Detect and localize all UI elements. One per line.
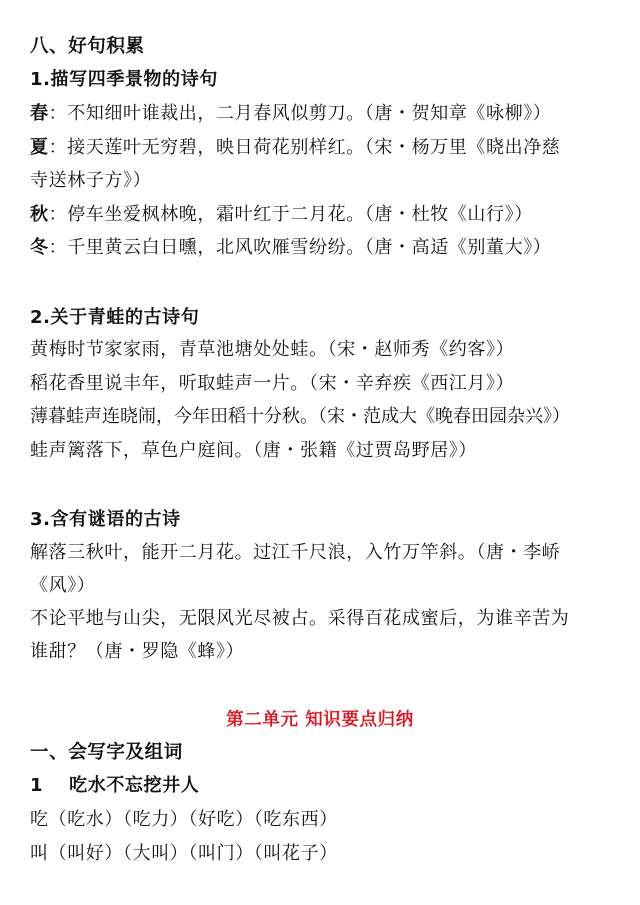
poem-line: 稻花香里说丰年，听取蛙声一片。（宋・辛弃疾《西江月》）	[30, 373, 515, 394]
poem-line: 薄暮蛙声连晓闹，今年田稻十分秋。（宋・范成大《晚春田园杂兴》）	[30, 406, 570, 427]
poem-text-winter: ：千里黄云白日曛，北风吹雁雪纷纷。（唐・高适《别董大》）	[48, 237, 552, 258]
poem-text-spring: ：不知细叶谁裁出，二月春风似剪刀。（唐・贺知章《咏柳》）	[48, 103, 552, 124]
lesson-title	[30, 774, 618, 798]
season-label-summer: 夏	[30, 137, 49, 158]
subsection-title-seasons: 1.描写四季景物的诗句	[30, 69, 218, 90]
poem-line-summer-cont: 寺送林子方》）	[30, 170, 152, 191]
word-group-line: 叫（叫好）（大叫）（叫门）（叫花子）	[30, 843, 338, 864]
poem-text-summer: ：接天莲叶无穷碧，映日荷花别样红。（宋・杨万里《晓出净慈	[48, 137, 561, 158]
poem-line-winter	[30, 236, 618, 260]
unit-title: 第二单元 知识要点归纳	[226, 710, 414, 730]
subsection-title-riddles: 3.含有谜语的古诗	[30, 509, 181, 530]
season-label-autumn: 秋	[30, 204, 49, 225]
poem-line: 黄梅时节家家雨，青草池塘处处蛙。（宋・赵师秀《约客》）	[30, 339, 515, 360]
poem-line: 解落三秋叶，能开二月花。过江千尺浪，入竹万竿斜。（唐・李峤	[30, 542, 561, 563]
section-heading: 八、好句积累	[30, 36, 145, 57]
season-label-spring: 春	[30, 103, 49, 124]
poem-text-autumn: ：停车坐爱枫林晚，霜叶红于二月花。（唐・杜牧《山行》）	[48, 204, 533, 225]
poem-line: 谁甜？（唐・罗隐《蜂》）	[30, 641, 245, 662]
section-heading-writing: 一、会写字及组词	[30, 742, 183, 763]
poem-line-autumn	[30, 203, 618, 227]
lesson-name: 吃水不忘挖井人	[69, 775, 200, 796]
word-group-line: 吃（吃水）（吃力）（好吃）（吃东西）	[30, 809, 338, 830]
poem-line: 不论平地与山尖，无限风光尽被占。采得百花成蜜后，为谁辛苦为	[30, 608, 570, 629]
subsection-title-frogs: 2.关于青蛙的古诗句	[30, 307, 200, 328]
poem-line: 蛙声篱落下，草色户庭间。（唐・张籍《过贾岛野居》）	[30, 440, 477, 461]
season-label-winter: 冬	[30, 237, 49, 258]
poem-line-summer	[30, 136, 618, 160]
lesson-number: 1	[30, 775, 44, 796]
poem-line: 《风》）	[30, 575, 96, 596]
poem-line-spring	[30, 102, 618, 126]
